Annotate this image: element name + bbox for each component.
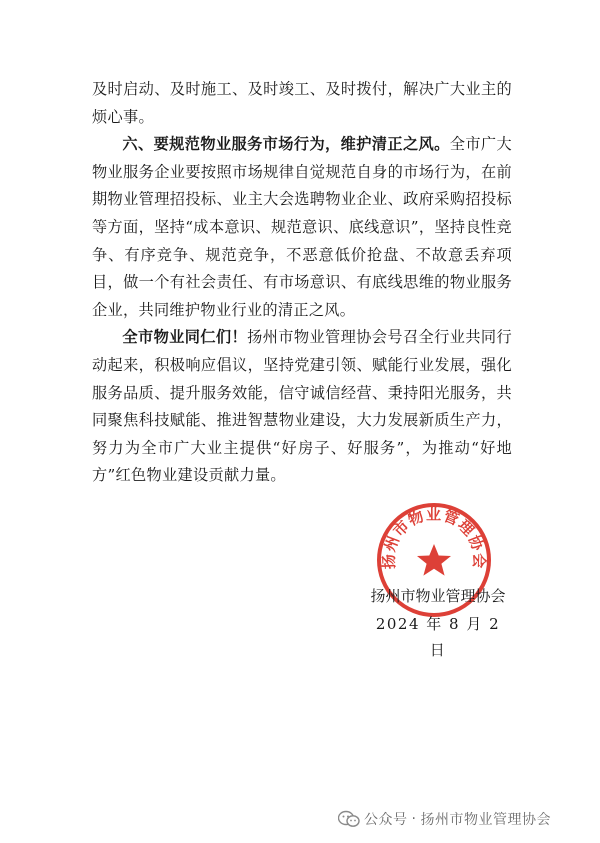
signing-date: 2024 年 8 月 2 日	[375, 615, 501, 659]
document-body	[92, 76, 512, 490]
wechat-official-account-icon	[338, 810, 360, 828]
paragraph-continuation	[92, 76, 512, 131]
wechat-watermark	[338, 804, 551, 834]
section-heading: 六、要规范物业服务市场行为，维护清正之风。	[122, 135, 450, 154]
paragraph-section-six	[92, 131, 512, 324]
paragraph-text: 扬州市物业管理协会号召全行业共同行动起来，积极响应倡议，坚持党建引领、赋能行业发展，强化服务品质、提升服务效能，信守诚信经营、秉持阳光服务，共同聚焦科技赋能、推进智慧物业建设，大力发展新质生产力，努力为全市广大业主提供“好房子、好服务”，为推动“好地方”红色物业建设贡献力量。	[92, 328, 512, 485]
signing-organization: 扬州市物业管理协会	[370, 587, 506, 605]
paragraph-text: 及时启动、及时施工、及时竣工、及时拨付，解决广大业主的烦心事。	[92, 80, 512, 126]
watermark-account-name: 扬州市物业管理协会	[420, 812, 551, 828]
closing-heading: 全市物业同仁们！	[122, 328, 248, 347]
seal-star-icon	[417, 544, 451, 576]
watermark-prefix: 公众号	[364, 812, 408, 828]
paragraph-text: 全市广大物业服务企业要按照市场规律自觉规范自身的市场行为，在前期物业管理招投标、业主大会选聘物业企业、政府采购招投标等方面，坚持“成本意识、规范意识、底线意识”，坚持良性竞争、有序竞争、规范竞争，不恶意低价抢盘、不故意丢弃项目，做一个有社会责任、有市场意识、有底线思维的物业服务企业，共同维护物业行业的清正之风。	[92, 135, 512, 319]
watermark-separator: ·	[411, 811, 417, 827]
signature-block	[368, 583, 508, 663]
paragraph-call-to-action	[92, 324, 512, 490]
seal-text: 扬州市物业管理协会	[379, 505, 489, 570]
